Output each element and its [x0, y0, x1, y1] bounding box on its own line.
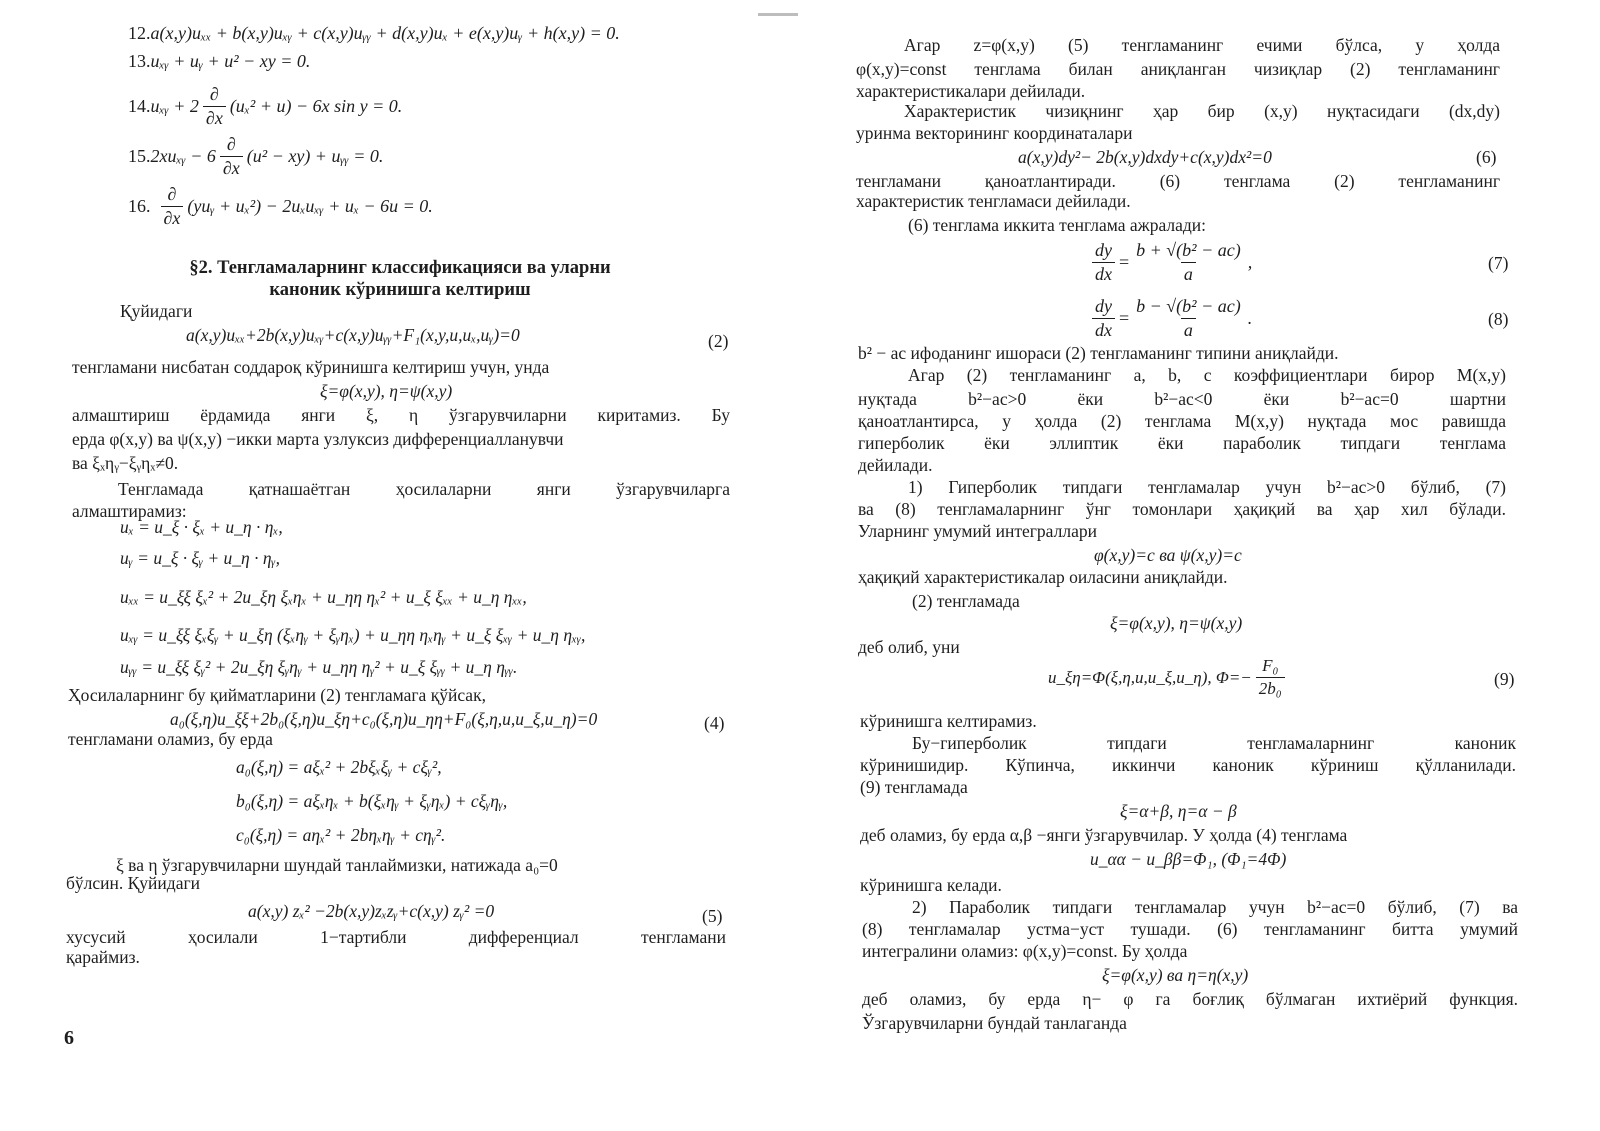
fraction-denominator: dx [1092, 318, 1115, 341]
section-heading-line1: §2. Тенгламаларнинг классификацияси ва уларни [189, 258, 611, 278]
fraction-numerator: ∂ [209, 84, 219, 104]
exercise-equation: uₓᵧ + uᵧ + u² − xy = 0. [150, 51, 311, 71]
partial-derivative [220, 134, 243, 179]
fraction-denominator: dx [1092, 262, 1115, 285]
paragraph: тенгламани оламиз, бу ерда [68, 729, 273, 749]
exercise-lhs: 2xuₓᵧ − 6 [150, 146, 216, 166]
page-number: 6 [64, 1027, 74, 1049]
exercise-16 [128, 184, 433, 229]
paragraph: 2) Параболик типдаги тенгламалар учун b²−ac=0 бўлиб, (7) ва [912, 897, 1518, 917]
equation-number: (6) [1476, 147, 1497, 167]
derivative-uy: uᵧ = u_ξ · ξᵧ + u_η · ηᵧ, [120, 548, 280, 568]
derivative-uyy: uᵧᵧ = u_ξξ ξᵧ² + 2u_ξη ξᵧηᵧ + u_ηη ηᵧ² + u_ξ ξᵧᵧ + u_η ηᵧᵧ. [120, 657, 518, 677]
fraction-denominator: ∂x [203, 106, 226, 129]
section-heading-line2: каноник кўринишга келтириш [269, 280, 531, 300]
paragraph: Ўзгарувчиларни бундай танлаганда [862, 1013, 1127, 1033]
exercise-rhs: (u² − xy) + uᵧᵧ = 0. [246, 146, 384, 166]
paragraph: гиперболик ёки эллиптик ёки параболик типдаги тенглама [858, 433, 1506, 453]
paragraph: кўринишга келади. [860, 875, 1002, 895]
paragraph: тенгламани нисбатан соддароқ кўринишга келтириш учун, унда [72, 357, 550, 377]
fraction-numerator: b − √(b² − ac) [1136, 296, 1241, 316]
paragraph: қараймиз. [66, 947, 140, 967]
paragraph: (6) тенглама иккита тенглама ажралади: [908, 215, 1207, 235]
paragraph: Тенгламада қатнашаётган ҳосилаларни янги ўзгарувчиларга [118, 479, 730, 499]
paragraph: Қуйидаги [120, 301, 193, 321]
exercise-rhs: (uₓ² + u) − 6x sin y = 0. [229, 96, 403, 116]
paragraph: ва (8) тенгламаларнинг ўнг томонлари ҳақиқий ва ҳар хил бўлади. [858, 499, 1506, 519]
paragraph: Характеристик чизиқнинг ҳар бир (x,y) нуқтасидаги (dx,dy) [904, 101, 1500, 121]
fraction-numerator: b + √(b² − ac) [1136, 240, 1241, 260]
fraction-numerator: dy [1095, 240, 1112, 260]
equation-7: $\frac{dy}{dx}$ = $\frac{\text{b + √(b² − ac)}}{a}$ , [1088, 240, 1252, 285]
paragraph: Агар z=φ(x,y) (5) тенгламанинг ечими бўлса, у ҳолда [904, 35, 1500, 55]
derivative-uxx: uₓₓ = u_ξξ ξₓ² + 2u_ξη ξₓηₓ + u_ηη ηₓ² + u_ξ ξₓₓ + u_η ηₓₓ, [120, 587, 527, 607]
coefficient-c0: c₀(ξ,η) = aηₓ² + 2bηₓηᵧ + cηᵧ². [236, 825, 446, 845]
paragraph: ва ξₓηᵧ−ξᵧηₓ≠0. [72, 453, 179, 473]
paragraph: (8) тенгламалар устма−уст тушади. (6) тенгламанинг битта умумий [862, 919, 1518, 939]
paragraph: Агар (2) тенгламанинг a, b, c коэффициентлари бирор M(x,y) [908, 365, 1506, 385]
exercise-equation: a(x,y)uₓₓ + b(x,y)uₓᵧ + c(x,y)uᵧᵧ + d(x,y)uₓ + e(x,y)uᵧ + h(x,y) = 0. [150, 23, 620, 43]
fraction [1092, 240, 1115, 285]
paragraph: (2) тенгламада [912, 591, 1020, 611]
fraction [1133, 296, 1244, 341]
paragraph: ҳақиқий характеристикалар оиласини аниқлайди. [858, 567, 1228, 587]
exercise-label: 15. [128, 146, 151, 166]
equation-4: a₀(ξ,η)u_ξξ+2b₀(ξ,η)u_ξη+c₀(ξ,η)u_ηη+F₀(ξ,η,u,u_ξ,u_η)=0 [170, 709, 598, 729]
exercise-15 [128, 134, 383, 179]
derivative-ux: uₓ = u_ξ · ξₓ + u_η · ηₓ, [120, 517, 283, 537]
fraction [1256, 656, 1285, 699]
derivative-uxy: uₓᵧ = u_ξξ ξₓξᵧ + u_ξη (ξₓηᵧ + ξᵧηₓ) + u_ηη ηₓηᵧ + u_ξ ξₓᵧ + u_η ηₓᵧ, [120, 625, 586, 645]
substitution-equation: ξ=φ(x,y), η=ψ(x,y) [320, 381, 453, 401]
fraction-denominator: ∂x [161, 206, 184, 229]
fraction-denominator: ∂x [220, 156, 243, 179]
parabolic-substitution: ξ=φ(x,y) ва η=η(x,y) [1102, 965, 1249, 985]
partial-derivative [203, 84, 226, 129]
general-integrals: φ(x,y)=c ва ψ(x,y)=c [1094, 545, 1242, 565]
equation-2: a(x,y)uₓₓ+2b(x,y)uₓᵧ+c(x,y)uᵧᵧ+F₁(x,y,u,uₓ,uᵧ)=0 [186, 325, 520, 345]
equation-number: (7) [1488, 253, 1509, 273]
paragraph: алмаштирамиз: [72, 501, 187, 521]
paragraph: 1) Гиперболик типдаги тенгламалар учун b²−ac>0 бўлиб, (7) [908, 477, 1506, 497]
paragraph: алмаштириш ёрдамида янги ξ, η ўзгарувчиларни киритамиз. Бу [72, 405, 730, 425]
fraction-numerator: ∂ [226, 134, 236, 154]
paragraph: бўлсин. Қуйидаги [66, 873, 201, 893]
canonical-form-2: u_αα − u_ββ=Φ₁, (Φ₁=4Φ) [1090, 849, 1287, 869]
paragraph: характеристик тенгламаси дейилади. [856, 191, 1131, 211]
exercise-label: 14. [128, 96, 151, 116]
fraction-numerator: ∂ [167, 184, 177, 204]
coefficient-b0: b₀(ξ,η) = aξₓηₓ + b(ξₓηᵧ + ξᵧηₓ) + cξᵧηᵧ, [236, 791, 508, 811]
exercise-rhs: (yuᵧ + uₓ²) − 2uₓuₓᵧ + uₓ − 6u = 0. [187, 196, 433, 216]
equation-number: (2) [708, 331, 729, 351]
fraction-denominator: a [1181, 262, 1196, 285]
exercise-14 [128, 84, 402, 129]
paragraph: b² − ac ифоданинг ишораси (2) тенгламанинг типини аниқлайди. [858, 343, 1339, 363]
fraction-numerator: dy [1095, 296, 1112, 316]
paragraph: нуқтада b²−ac>0 ёки b²−ac<0 ёки b²−ac=0 шартни [858, 389, 1506, 409]
paragraph: деб оламиз, бу ерда η− φ га боғлиқ бўлмаган ихтиёрий функция. [862, 989, 1518, 1009]
paragraph: интегралини оламиз: φ(x,y)=const. Бу ҳолда [862, 941, 1188, 961]
paragraph: φ(x,y)=const тенглама билан аниқланган чизиқлар (2) тенгламанинг [856, 59, 1500, 79]
paragraph: характеристикалари дейилади. [856, 81, 1086, 101]
paragraph: уринма векторининг координаталари [856, 123, 1133, 143]
paragraph: хусусий ҳосилали 1−тартибли дифференциал тенгламани [66, 927, 726, 947]
fraction [1133, 240, 1244, 285]
fraction-numerator: F₀ [1262, 656, 1279, 675]
exercise-label: 16. [128, 196, 151, 216]
paragraph: ерда φ(x,y) ва ψ(x,y) −икки марта узлуксиз дифференциалланувчи [72, 429, 564, 449]
left-page [0, 0, 790, 1131]
paragraph: деб олиб, уни [858, 637, 960, 657]
paragraph: қаноатлантирса, у ҳолда (2) тенглама M(x,y) нуқтада мос равишда [858, 411, 1506, 431]
paragraph: Ҳосилаларнинг бу қийматларини (2) тенгламага қўйсак, [68, 685, 486, 705]
exercise-lhs: uₓᵧ + 2 [150, 96, 199, 116]
paragraph: дейилади. [858, 455, 933, 475]
exercise-label: 13. [128, 51, 151, 71]
paragraph: тенгламани қаноатлантиради. (6) тенглама (2) тенгламанинг [856, 171, 1500, 191]
exercise-12 [128, 22, 620, 44]
equation-5: a(x,y) zₓ² −2b(x,y)zₓzᵧ+c(x,y) zᵧ² =0 [248, 901, 495, 921]
equation-number: (4) [704, 713, 725, 733]
paragraph: Бу−гиперболик типдаги тенгламаларнинг каноник [912, 733, 1516, 753]
equation-lhs: u_ξη=Φ(ξ,η,u,u_ξ,u_η), Φ=− [1048, 667, 1252, 687]
paragraph: кўринишга келтирамиз. [860, 711, 1037, 731]
coefficient-a0: a₀(ξ,η) = aξₓ² + 2bξₓξᵧ + cξᵧ², [236, 757, 442, 777]
paragraph: деб оламиз, бу ерда α,β −янги ўзгарувчилар. У ҳолда (4) тенглама [860, 825, 1348, 845]
fraction [1092, 296, 1115, 341]
paragraph: кўринишидир. Кўпинча, иккинчи каноник кўриниш қўлланилади. [860, 755, 1516, 775]
fraction-denominator: a [1181, 318, 1196, 341]
substitution-alpha-beta: ξ=α+β, η=α − β [1120, 801, 1237, 821]
exercise-label: 12. [128, 23, 151, 43]
fraction-denominator: 2b₀ [1256, 677, 1285, 699]
equation-number: (5) [702, 906, 723, 926]
paragraph: (9) тенгламада [860, 777, 968, 797]
substitution-equation: ξ=φ(x,y), η=ψ(x,y) [1110, 613, 1243, 633]
punctuation: , [1247, 252, 1253, 272]
paragraph: Уларнинг умумий интеграллари [858, 521, 1097, 541]
equation-8: $\frac{dy}{dx}$ = $\frac{\text{b − √(b² − ac)}}{a}$ . [1088, 296, 1252, 341]
right-page [790, 0, 1600, 1131]
punctuation: . [1247, 308, 1253, 328]
partial-derivative [161, 184, 184, 229]
paragraph: ξ ва η ўзгарувчиларни шундай танлаймизки, натижада a₀=0 [116, 855, 558, 875]
equation-number: (8) [1488, 309, 1509, 329]
exercise-13 [128, 50, 310, 72]
equation-9 [1048, 656, 1289, 699]
equation-number: (9) [1494, 669, 1515, 689]
equation-6: a(x,y)dy²− 2b(x,y)dxdy+c(x,y)dx²=0 [1018, 147, 1272, 167]
